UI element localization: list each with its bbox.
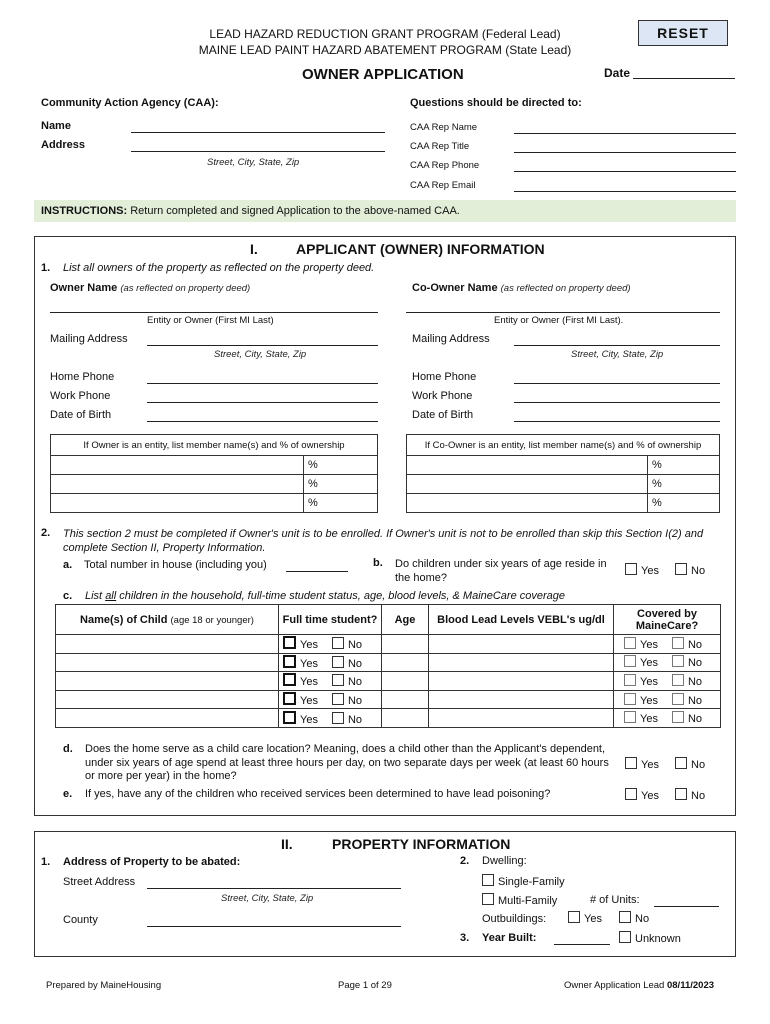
table-row (56, 690, 721, 709)
coowner-name-heading (412, 282, 631, 294)
qe-no[interactable] (675, 788, 705, 802)
checkbox[interactable] (672, 655, 684, 667)
child-name-field[interactable] (56, 690, 279, 709)
checkbox[interactable] (619, 911, 631, 923)
owner-member-name-field[interactable] (51, 456, 304, 475)
yes-label: Yes (300, 639, 318, 652)
qc-label: c. (63, 590, 73, 602)
owner-name-heading (50, 282, 250, 294)
owner-dob-label: Date of Birth (50, 409, 112, 421)
yes-label: Yes (584, 913, 602, 925)
qb-yes[interactable] (625, 563, 659, 577)
owner-dob-field[interactable] (147, 421, 378, 422)
child-age-field[interactable] (382, 635, 429, 654)
caa-address-field[interactable] (131, 151, 385, 152)
owner-home-phone-field[interactable] (147, 383, 378, 384)
no-label: No (691, 790, 706, 802)
coowner-member-name-field[interactable] (407, 456, 648, 475)
yes-label: Yes (641, 565, 659, 577)
qe-text: If yes, have any of the children who received services been determined to have lead poisoning? (85, 788, 551, 800)
checkbox[interactable] (482, 874, 494, 886)
caa-rep-email-label: CAA Rep Email (410, 180, 476, 191)
no-label: No (687, 694, 703, 707)
caa-address-label: Address (41, 139, 86, 151)
coowner-name-field[interactable] (406, 312, 720, 313)
coowner-entity-table-header: If Co-Owner is an entity, list member name(s) and % of ownership (407, 435, 720, 456)
coowner-name-hint: (as reflected on property deed) (500, 283, 631, 294)
county-label: County (63, 914, 98, 926)
footer-doc-name: Owner Application Lead (564, 980, 667, 991)
county-field[interactable] (147, 926, 401, 927)
coowner-mailing-field[interactable] (514, 345, 720, 346)
year-built-label: Year Built: (482, 932, 537, 944)
single-family-label: Single-Family (498, 876, 565, 888)
checkbox[interactable] (624, 711, 636, 723)
student-cell (279, 635, 382, 654)
qd-no[interactable] (675, 757, 705, 771)
checkbox[interactable] (672, 693, 684, 705)
caa-rep-name-field[interactable] (514, 133, 736, 134)
child-age-field[interactable] (382, 690, 429, 709)
units-label: # of Units: (590, 894, 640, 906)
coowner-work-phone-label: Work Phone (412, 390, 473, 402)
yes-label: Yes (300, 657, 318, 670)
qb-text: Do children under six years of age reside in the home? (395, 558, 607, 584)
instructions-bar (34, 200, 736, 222)
table-row (56, 653, 721, 672)
owner-name-label: Owner Name (50, 282, 118, 294)
units-field[interactable] (654, 906, 719, 907)
footer-page-number: Page 1 of 29 (338, 980, 392, 991)
coowner-member-name-field[interactable] (407, 475, 648, 494)
checkbox[interactable] (624, 693, 636, 705)
checkbox[interactable] (332, 656, 344, 668)
coowner-member-name-field[interactable] (407, 494, 648, 513)
multi-family-option[interactable] (482, 893, 557, 907)
col-blood-header: Blood Lead Levels VEBL's ug/dl (429, 605, 614, 635)
program-title-2: MAINE LEAD PAINT HAZARD ABATEMENT PROGRAM (State Lead) (198, 43, 572, 57)
checkbox[interactable] (624, 637, 636, 649)
col-name-hint: (age 18 or younger) (170, 614, 254, 626)
no-label: No (691, 565, 706, 577)
coowner-mailing-hint: Street, City, State, Zip (571, 349, 664, 360)
yes-label: Yes (640, 675, 658, 688)
checkbox[interactable] (283, 673, 296, 686)
qc-text-pre: List (85, 590, 106, 602)
checkbox[interactable] (625, 757, 637, 769)
yes-label: Yes (640, 694, 658, 707)
no-label: No (635, 913, 650, 925)
property-street-hint: Street, City, State, Zip (221, 893, 314, 904)
date-label: Date (604, 66, 631, 80)
outbuildings-no[interactable] (619, 911, 649, 925)
coowner-mailing-label: Mailing Address (412, 333, 490, 345)
checkbox[interactable] (624, 674, 636, 686)
section-1-title: APPLICANT (OWNER) INFORMATION (296, 241, 545, 257)
owner-name-hint: (as reflected on property deed) (120, 283, 251, 294)
no-label: No (347, 695, 363, 708)
checkbox[interactable] (672, 711, 684, 723)
table-row (407, 494, 720, 513)
checkbox[interactable] (482, 893, 494, 905)
child-name-field[interactable] (56, 672, 279, 691)
caa-heading: Community Action Agency (CAA): (41, 97, 219, 109)
no-label: No (347, 676, 363, 689)
multi-family-label: Multi-Family (498, 895, 558, 907)
caa-rep-phone-field[interactable] (514, 171, 736, 172)
s2-q3-number: 3. (460, 932, 470, 944)
checkbox[interactable] (675, 563, 687, 575)
coowner-work-phone-field[interactable] (514, 402, 720, 403)
qb-label: b. (373, 557, 383, 569)
no-label: No (347, 713, 363, 726)
child-blood-field[interactable] (429, 635, 614, 654)
table-row (56, 635, 721, 654)
mainecare-cell (614, 672, 721, 691)
child-blood-field[interactable] (429, 653, 614, 672)
pct-label: % (648, 494, 720, 513)
col-name-label: Name(s) of Child (80, 613, 168, 626)
owner-member-name-field[interactable] (51, 494, 304, 513)
qe-yes[interactable] (625, 788, 659, 802)
pct-label: % (648, 456, 720, 475)
yes-label: Yes (300, 676, 318, 689)
unknown-label: Unknown (635, 933, 681, 945)
checkbox[interactable] (625, 788, 637, 800)
pct-label: % (648, 475, 720, 494)
owner-entity-table (50, 434, 378, 513)
child-blood-field[interactable] (429, 690, 614, 709)
questions-heading: Questions should be directed to: (410, 97, 582, 109)
table-row (51, 456, 378, 475)
no-label: No (347, 657, 363, 670)
checkbox[interactable] (672, 637, 684, 649)
q2-text: This section 2 must be completed if Owner's unit is to be enrolled. If Owner's unit is not to be enrolled than skip this Section I(2) and complete Section II, Property Information. (63, 528, 704, 554)
no-label: No (691, 759, 706, 771)
coowner-home-phone-field[interactable] (514, 383, 720, 384)
coowner-entity-table (406, 434, 720, 513)
student-cell (279, 690, 382, 709)
program-title-1: LEAD HAZARD REDUCTION GRANT PROGRAM (Federal Lead) (209, 27, 561, 41)
q1-number: 1. (41, 262, 51, 274)
owner-mailing-field[interactable] (147, 345, 378, 346)
yes-label: Yes (640, 713, 658, 726)
checkbox[interactable] (283, 711, 296, 724)
yes-label: Yes (641, 759, 659, 771)
child-age-field[interactable] (382, 672, 429, 691)
qc-text-post: children in the household, full-time student status, age, blood levels, & MaineCare coverage (116, 590, 566, 602)
owner-mailing-label: Mailing Address (50, 333, 128, 345)
caa-address-hint: Street, City, State, Zip (207, 157, 300, 168)
caa-name-label: Name (41, 120, 71, 132)
no-label: No (687, 713, 703, 726)
student-cell (279, 672, 382, 691)
checkbox[interactable] (672, 674, 684, 686)
checkbox[interactable] (625, 563, 637, 575)
qd-yes[interactable] (625, 757, 659, 771)
s2-q1-text: Address of Property to be abated: (63, 856, 241, 868)
coowner-dob-field[interactable] (514, 421, 720, 422)
property-street-field[interactable] (147, 888, 401, 889)
owner-work-phone-field[interactable] (147, 402, 378, 403)
instructions-label: INSTRUCTIONS: (41, 205, 128, 217)
yes-label: Yes (300, 695, 318, 708)
qd-label: d. (63, 743, 73, 755)
outbuildings-label: Outbuildings: (482, 913, 547, 925)
student-cell (279, 709, 382, 728)
table-row (407, 456, 720, 475)
child-age-field[interactable] (382, 653, 429, 672)
q1-text: List all owners of the property as reflected on the property deed. (63, 262, 375, 274)
no-label: No (687, 638, 703, 651)
dwelling-label: Dwelling: (482, 855, 527, 867)
owner-mailing-hint: Street, City, State, Zip (214, 349, 307, 360)
footer-prepared-by: Prepared by MaineHousing (46, 980, 162, 991)
checkbox[interactable] (283, 692, 296, 705)
qe-label: e. (63, 788, 73, 800)
yes-label: Yes (640, 638, 658, 651)
checkbox[interactable] (283, 655, 296, 668)
mainecare-cell (614, 635, 721, 654)
footer-doc-id (564, 980, 714, 991)
table-row (56, 672, 721, 691)
child-name-field[interactable] (56, 635, 279, 654)
owner-home-phone-label: Home Phone (50, 371, 115, 383)
child-blood-field[interactable] (429, 709, 614, 728)
s2-q2-number: 2. (460, 855, 470, 867)
checkbox[interactable] (568, 911, 580, 923)
section-1-roman: I. (250, 241, 258, 257)
child-name-field[interactable] (56, 709, 279, 728)
qb-no[interactable] (675, 563, 705, 577)
owner-name-field[interactable] (50, 312, 378, 313)
pct-label: % (304, 456, 378, 475)
col-student-header: Full time student? (279, 605, 382, 635)
page-title: OWNER APPLICATION (302, 66, 464, 83)
qd-text: Does the home serve as a child care location? Meaning, does a child other than the Applicant's dependent, under six years of age spend at least three hours per day, on two separate days per week (at least 60 hours or more per year) in the home? (85, 743, 609, 782)
year-built-field[interactable] (554, 944, 610, 945)
checkbox[interactable] (332, 637, 344, 649)
yes-label: Yes (640, 657, 658, 670)
checkbox[interactable] (332, 693, 344, 705)
col-covered-header: Covered by MaineCare? (614, 605, 721, 635)
caa-rep-email-field[interactable] (514, 191, 736, 192)
qc-text (85, 590, 565, 602)
checkbox[interactable] (283, 636, 296, 649)
caa-name-field[interactable] (131, 132, 385, 133)
mainecare-cell (614, 653, 721, 672)
pct-label: % (304, 475, 378, 494)
footer-doc-date: 08/11/2023 (666, 980, 715, 991)
single-family-option[interactable] (482, 874, 565, 888)
date-field[interactable] (633, 78, 735, 79)
section-2-title: PROPERTY INFORMATION (332, 836, 511, 852)
coowner-dob-label: Date of Birth (412, 409, 474, 421)
year-unknown-option[interactable] (619, 931, 681, 945)
coowner-home-phone-label: Home Phone (412, 371, 477, 383)
owner-entity-hint: Entity or Owner (First MI Last) (147, 315, 274, 326)
s2-q1-number: 1. (41, 856, 51, 868)
reset-button[interactable]: RESET (638, 20, 728, 46)
checkbox[interactable] (675, 757, 687, 769)
col-name-header (56, 605, 279, 635)
coowner-entity-hint: Entity or Owner (First MI Last). (494, 315, 624, 326)
instructions-text: Return completed and signed Application to the above-named CAA. (130, 205, 460, 217)
col-age-header: Age (382, 605, 429, 635)
table-row (51, 475, 378, 494)
owner-work-phone-label: Work Phone (50, 390, 111, 402)
checkbox[interactable] (624, 655, 636, 667)
qc-text-all: all (105, 590, 117, 602)
qa-label: a. (63, 559, 73, 571)
section-1-box (34, 236, 736, 816)
student-cell (279, 653, 382, 672)
q2-number: 2. (41, 527, 51, 539)
no-label: No (347, 639, 363, 652)
table-row (56, 709, 721, 728)
caa-rep-title-field[interactable] (514, 152, 736, 153)
child-name-field[interactable] (56, 653, 279, 672)
section-2-roman: II. (281, 836, 293, 852)
checkbox[interactable] (332, 674, 344, 686)
outbuildings-yes[interactable] (568, 911, 602, 925)
owner-member-name-field[interactable] (51, 475, 304, 494)
mainecare-cell (614, 690, 721, 709)
caa-rep-phone-label: CAA Rep Phone (410, 160, 480, 171)
yes-label: Yes (300, 713, 318, 726)
no-label: No (687, 675, 703, 688)
owner-entity-table-header: If Owner is an entity, list member name(s) and % of ownership (51, 435, 378, 456)
yes-label: Yes (641, 790, 659, 802)
child-blood-field[interactable] (429, 672, 614, 691)
household-total-field[interactable] (286, 571, 348, 572)
no-label: No (687, 657, 703, 670)
caa-rep-name-label: CAA Rep Name (410, 122, 478, 133)
checkbox[interactable] (675, 788, 687, 800)
pct-label: % (304, 494, 378, 513)
street-address-label: Street Address (63, 876, 136, 888)
coowner-name-label: Co-Owner Name (412, 282, 498, 294)
checkbox[interactable] (619, 931, 631, 943)
children-table (55, 604, 721, 728)
mainecare-cell (614, 709, 721, 728)
qa-text: Total number in house (including you) (84, 559, 267, 571)
checkbox[interactable] (332, 712, 344, 724)
table-row (51, 494, 378, 513)
caa-rep-title-label: CAA Rep Title (410, 141, 470, 152)
table-row (407, 475, 720, 494)
child-age-field[interactable] (382, 709, 429, 728)
